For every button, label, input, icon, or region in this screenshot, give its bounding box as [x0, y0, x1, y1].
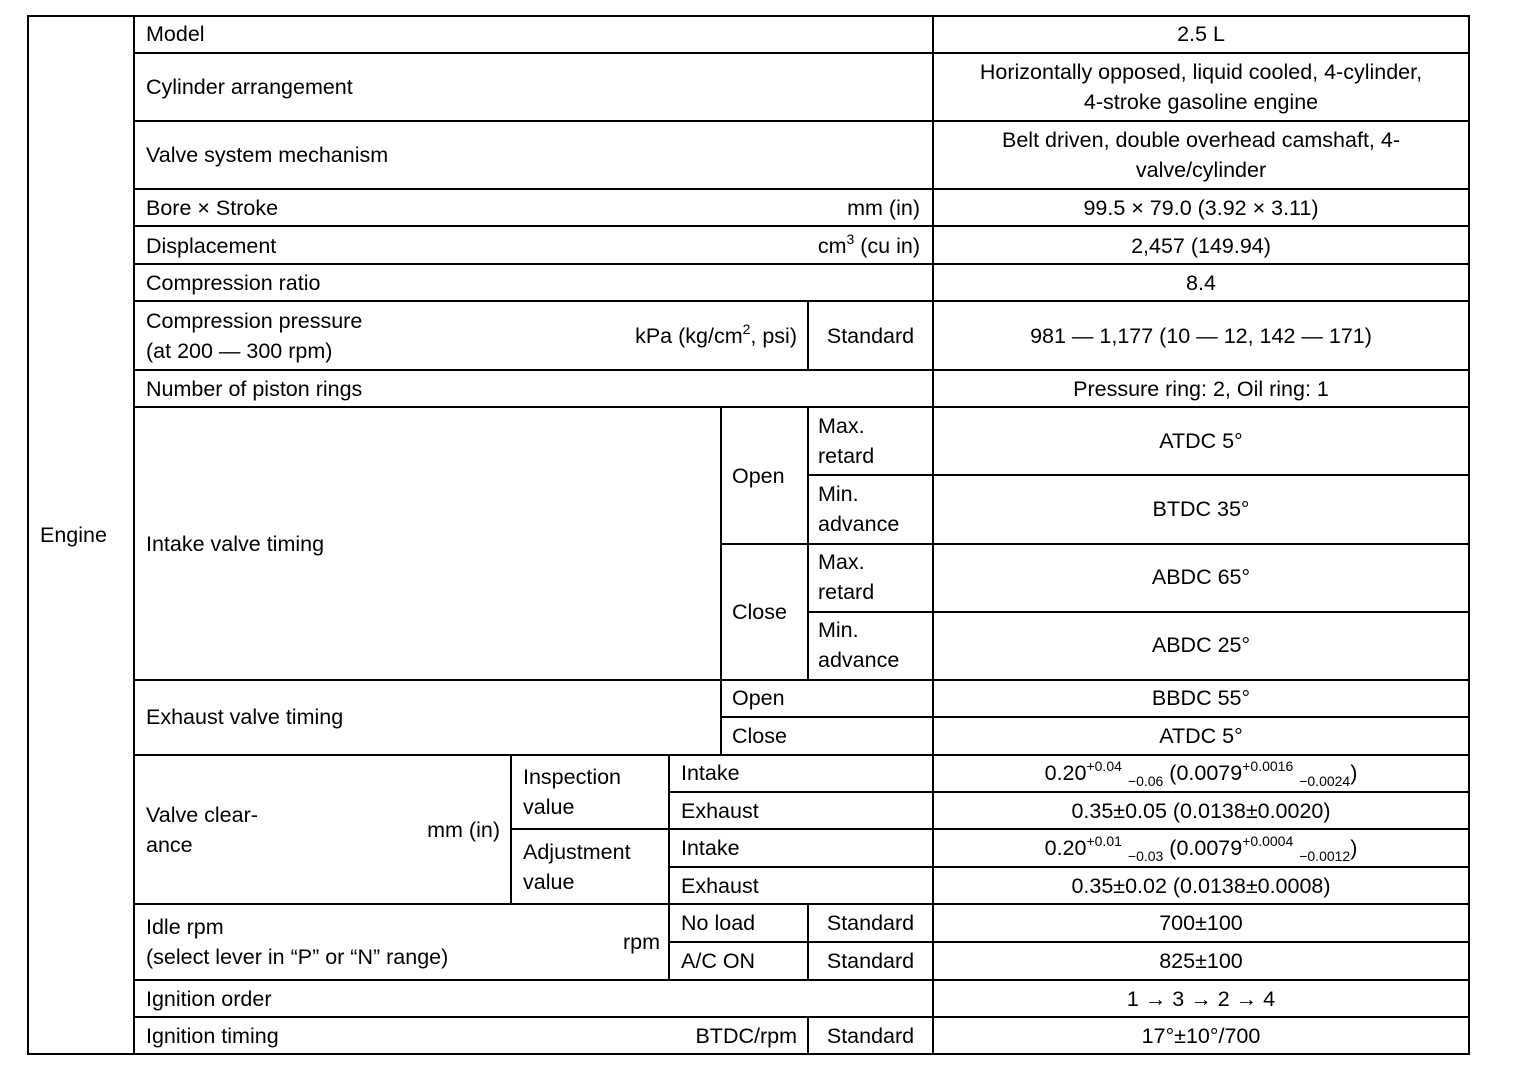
intake-row-3-cond-1: Max.	[818, 550, 865, 574]
displacement-unit: $cm^3$ (cu in)	[817, 231, 920, 258]
piston-rings-label: Number of piston rings	[146, 377, 363, 401]
idle-rpm-unit: rpm	[622, 930, 660, 954]
ignition-timing-condition: Standard	[826, 1024, 915, 1048]
cylinder-arrangement-value-1: Horizontally opposed, liquid cooled, 4-cylinder,	[979, 60, 1423, 84]
ignition-order-label: Ignition order	[146, 987, 272, 1011]
adjustment-value-label-1: Adjustment	[523, 840, 631, 864]
inspection-value-label-2: value	[523, 795, 575, 819]
ignition-timing-unit: BTDC/rpm	[695, 1024, 797, 1048]
exhaust-open-value: BBDC 55°	[1151, 686, 1251, 710]
insp-exhaust-label: Exhaust	[681, 799, 759, 823]
adj-exhaust-label: Exhaust	[681, 874, 759, 898]
idle-ac-on-condition: Standard	[826, 949, 915, 973]
idle-no-load-label: No load	[681, 911, 756, 935]
intake-open-label: Open	[732, 464, 785, 488]
adj-intake-value: $0.20^{+0.01}$ $_{-0.03}$ ($0.0079^{+0.0004}$ $_{-0.0012}$)	[1044, 833, 1358, 864]
intake-close-label: Close	[732, 600, 787, 624]
intake-row-1-value: ATDC 5°	[1159, 429, 1243, 453]
intake-row-2-cond-1: Min.	[818, 482, 859, 506]
inspection-value-label-1: Inspection	[523, 765, 622, 789]
ignition-timing-value: 17°±10°/700	[1141, 1024, 1261, 1048]
bore-stroke-unit: mm (in)	[847, 196, 920, 220]
intake-row-1-cond-2: retard	[818, 444, 875, 468]
model-label: Model	[146, 22, 205, 46]
insp-exhaust-value: 0.35±0.05 (0.0138±0.0020)	[1071, 799, 1331, 823]
intake-row-4-cond-2: advance	[818, 648, 900, 672]
intake-row-3-value: ABDC 65°	[1151, 565, 1251, 589]
displacement-label: Displacement	[146, 234, 277, 258]
displacement-value: 2,457 (149.94)	[1131, 234, 1271, 258]
compression-pressure-label-2: (at 200 — 300 rpm)	[146, 339, 333, 363]
insp-intake-value: $0.20^{+0.04}$ $_{-0.06}$ ($0.0079^{+0.0016}$ $_{-0.0024}$)	[1044, 758, 1358, 789]
cylinder-arrangement-label: Cylinder arrangement	[146, 75, 353, 99]
valve-system-value-2: valve/cylinder	[1135, 158, 1267, 182]
ignition-order-value: 1 → 3 → 2 → 4	[1126, 987, 1276, 1011]
valve-clearance-label-1: Valve clear-	[146, 803, 258, 827]
valve-system-value-1: Belt driven, double overhead camshaft, 4-	[1002, 128, 1400, 152]
compression-ratio-value: 8.4	[1186, 271, 1216, 295]
adjustment-value-label-2: value	[523, 870, 575, 894]
piston-rings-value: Pressure ring: 2, Oil ring: 1	[1073, 377, 1329, 401]
intake-row-3-cond-2: retard	[818, 580, 875, 604]
section-label: Engine	[40, 523, 107, 547]
adj-exhaust-value: 0.35±0.02 (0.0138±0.0008)	[1071, 874, 1331, 898]
idle-ac-on-value: 825±100	[1159, 949, 1243, 973]
bore-stroke-label: Bore × Stroke	[146, 196, 279, 220]
insp-intake-label: Intake	[681, 761, 740, 785]
ignition-timing-label: Ignition timing	[146, 1024, 279, 1048]
exhaust-timing-label: Exhaust valve timing	[146, 705, 344, 729]
compression-ratio-label: Compression ratio	[146, 271, 321, 295]
intake-row-2-cond-2: advance	[818, 512, 900, 536]
cylinder-arrangement-value-2: 4-stroke gasoline engine	[1083, 90, 1319, 114]
exhaust-close-value: ATDC 5°	[1159, 724, 1243, 748]
compression-pressure-value: 981 — 1,177 (10 — 12, 142 — 171)	[1030, 324, 1372, 348]
exhaust-open-label: Open	[732, 686, 785, 710]
intake-timing-label: Intake valve timing	[146, 532, 325, 556]
idle-rpm-label-1: Idle rpm	[146, 915, 224, 939]
idle-no-load-value: 700±100	[1159, 911, 1243, 935]
intake-row-1-cond-1: Max.	[818, 414, 865, 438]
adj-intake-label: Intake	[681, 836, 740, 860]
valve-clearance-unit: mm (in)	[427, 818, 500, 842]
bore-stroke-value: 99.5 × 79.0 (3.92 × 3.11)	[1083, 196, 1319, 220]
compression-pressure-unit: kPa ($kg/cm^2$, psi)	[635, 321, 797, 348]
valve-system-label: Valve system mechanism	[146, 143, 389, 167]
idle-rpm-label-2: (select lever in “P” or “N” range)	[146, 945, 449, 969]
intake-row-4-value: ABDC 25°	[1151, 633, 1251, 657]
intake-row-4-cond-1: Min.	[818, 618, 859, 642]
compression-pressure-label-1: Compression pressure	[146, 309, 363, 333]
idle-ac-on-label: A/C ON	[681, 949, 756, 973]
model-value: 2.5 L	[1177, 22, 1225, 46]
compression-pressure-condition: Standard	[826, 324, 915, 348]
idle-no-load-condition: Standard	[826, 911, 915, 935]
exhaust-close-label: Close	[732, 724, 787, 748]
valve-clearance-label-2: ance	[146, 833, 193, 857]
intake-row-2-value: BTDC 35°	[1152, 497, 1250, 521]
